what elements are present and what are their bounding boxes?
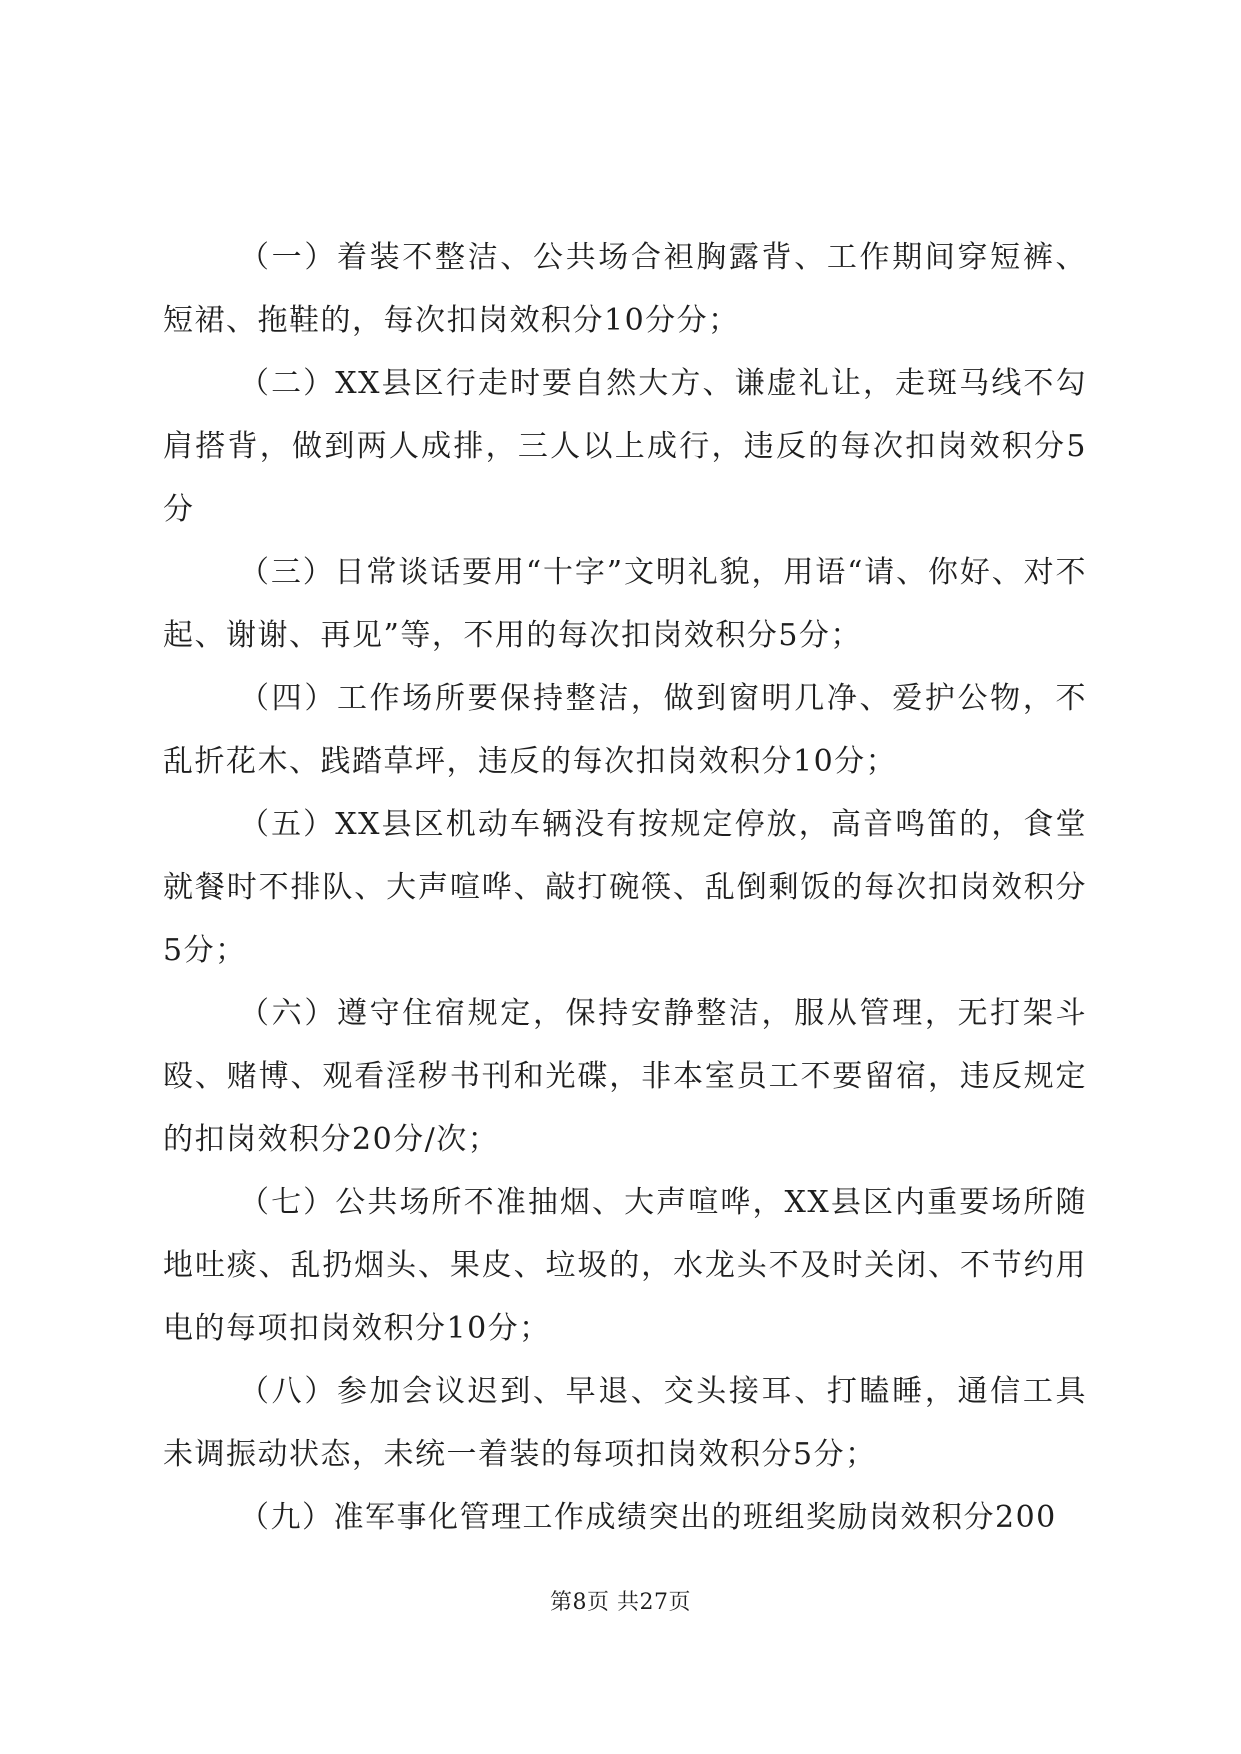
document-body [163, 226, 1087, 1549]
paragraph-7: （七）公共场所不准抽烟、大声喧哗，XX县区内重要场所随地吐痰、乱扔烟头、果皮、垃圾的，水龙头不及时关闭、不节约用电的每项扣岗效积分10分； [163, 1185, 1087, 1346]
paragraph-2: （二）XX县区行走时要自然大方、谦虚礼让，走斑马线不勾肩搭背，做到两人成排，三人以上成行，违反的每次扣岗效积分5分 [163, 366, 1087, 527]
paragraph-4: （四）工作场所要保持整洁，做到窗明几净、爱护公物，不乱折花木、践踏草坪，违反的每次扣岗效积分10分； [163, 681, 1087, 779]
paragraph-8: （八）参加会议迟到、早退、交头接耳、打瞌睡，通信工具未调振动状态，未统一着装的每项扣岗效积分5分； [163, 1374, 1087, 1472]
paragraph-3: （三）日常谈话要用“十字”文明礼貌，用语“请、你好、对不起、谢谢、再见”等，不用的每次扣岗效积分5分； [163, 555, 1087, 653]
paragraph-6: （六）遵守住宿规定，保持安静整洁，服从管理，无打架斗殴、赌博、观看淫秽书刊和光碟，非本室员工不要留宿，违反规定的扣岗效积分20分/次； [163, 996, 1087, 1157]
page-footer [0, 1588, 1241, 1618]
page-number-label: 第8页 共27页 [550, 1590, 691, 1615]
paragraph-1: （一）着装不整洁、公共场合袒胸露背、工作期间穿短裤、短裙、拖鞋的，每次扣岗效积分10分分； [163, 240, 1087, 338]
paragraph-9: （九）准军事化管理工作成绩突出的班组奖励岗效积分200 [239, 1500, 1057, 1535]
paragraph-5: （五）XX县区机动车辆没有按规定停放，高音鸣笛的，食堂就餐时不排队、大声喧哗、敲打碗筷、乱倒剩饭的每次扣岗效积分5分； [163, 807, 1087, 968]
